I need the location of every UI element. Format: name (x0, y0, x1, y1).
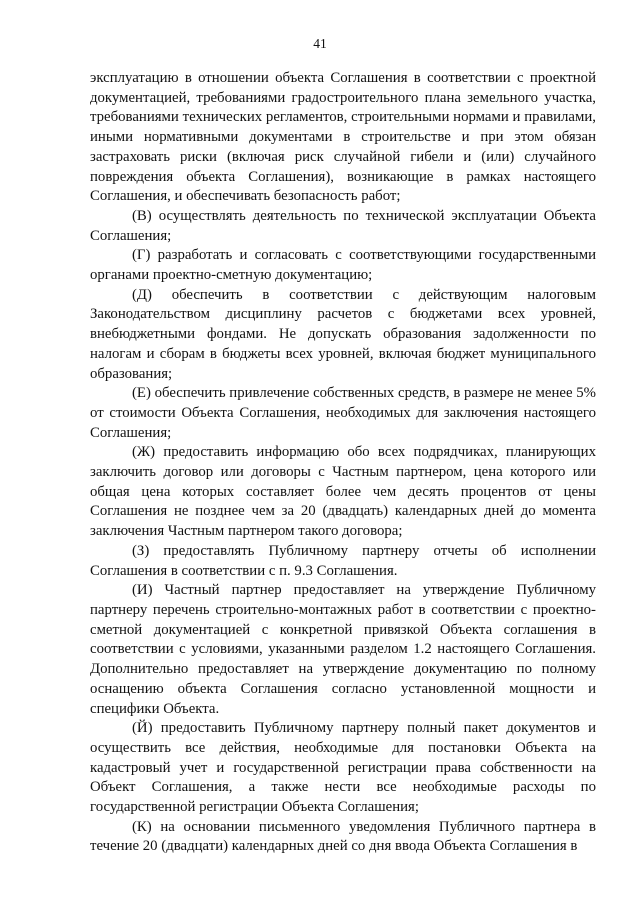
paragraph: (И) Частный партнер предоставляет на утверждение Публичному партнеру перечень строительно-монтажных работ в соответствии с проектно-сметной документацией с конкретной привязкой Объекта соглашения в соответствии с условиями, указанными разделом 1.2 настоящего Соглашения. Дополнительно предоставляет на утверждение документацию по полному оснащению объекта Соглашения согласно установленной мощности и специфики Объекта. (90, 582, 596, 717)
paragraph: (Е) обеспечить привлечение собственных средств, в размере не менее 5% от стоимости Объекта Соглашения, необходимых для заключения настоящего Соглашения; (90, 385, 596, 441)
paragraph: (Й) предоставить Публичному партнеру полный пакет документов и осуществить все действия, необходимые для постановки Объекта на кадастровый учет и государственной регистрации права собственности на Объект Соглашения, а также нести все необходимые расходы по государственной регистрации Объекта Соглашения; (90, 720, 596, 816)
paragraph: (Ж) предоставить информацию обо всех подрядчиках, планирующих заключить договор или договоры с Частным партнером, цена которого или общая цена которых составляет более чем десять процентов от цены Соглашения не позднее чем за 20 (двадцать) календарных дней до момента заключения Частным партнером такого договора; (90, 444, 596, 540)
page-number: 41 (313, 36, 327, 51)
paragraph: (Г) разработать и согласовать с соответствующими государственными органами проектно-сметную документацию; (90, 247, 596, 284)
paragraph: эксплуатацию в отношении объекта Соглашения в соответствии с проектной документацией, требованиями градостроительного плана земельного участка, требованиями технических регламентов, строительными нормами и правилами, иными нормативными документами в строительстве и при этом обязан застраховать риски (включая риск случайной гибели и (или) случайного повреждения объекта Соглашения), возникающие в рамках настоящего Соглашения, и обеспечивать безопасность работ; (90, 70, 596, 205)
document-body (90, 69, 596, 857)
paragraph: (З) предоставлять Публичному партнеру отчеты об исполнении Соглашения в соответствии с п. 9.3 Соглашения. (90, 542, 596, 579)
paragraph: (В) осуществлять деятельность по технической эксплуатации Объекта Соглашения; (90, 207, 596, 244)
paragraph: (Д) обеспечить в соответствии с действующим налоговым Законодательством дисциплину расчетов с бюджетами всех уровней, внебюджетными фондами. Не допускать образования задолженности по налогам и сборам в бюджеты всех уровней, включая бюджет муниципального образования; (90, 286, 596, 382)
paragraph: (К) на основании письменного уведомления Публичного партнера в течение 20 (двадцати) календарных дней со дня ввода Объекта Соглашения в (90, 818, 596, 855)
